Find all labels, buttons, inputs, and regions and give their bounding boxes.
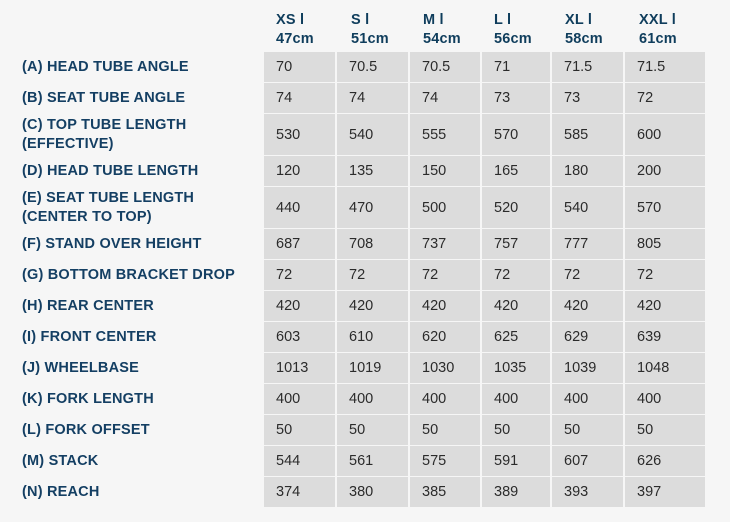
value-cell: 165 — [482, 156, 550, 186]
size-name: S l — [351, 12, 370, 28]
value-cell: 470 — [337, 187, 408, 228]
row-label-line: (CENTER TO TOP) — [22, 208, 152, 225]
size-cm: 61cm — [639, 31, 677, 47]
value-cell: 805 — [625, 229, 705, 259]
value-cell: 1013 — [264, 353, 335, 383]
value-cell: 1035 — [482, 353, 550, 383]
value-cell: 420 — [552, 291, 623, 321]
row-label-text — [22, 58, 189, 77]
value-cell: 200 — [625, 156, 705, 186]
value-cell: 440 — [264, 187, 335, 228]
value-cell: 72 — [410, 260, 480, 290]
value-cell: 570 — [625, 187, 705, 228]
row-label-line: (B) SEAT TUBE ANGLE — [22, 89, 186, 106]
row-label-text — [22, 89, 185, 108]
value-cell: 393 — [552, 477, 623, 507]
value-cell: 72 — [552, 260, 623, 290]
value-cell: 374 — [264, 477, 335, 507]
table-row — [0, 291, 730, 321]
row-label-line: (K) FORK LENGTH — [22, 390, 154, 407]
row-label-line: (C) TOP TUBE LENGTH — [22, 116, 187, 133]
value-cell: 400 — [482, 384, 550, 414]
value-cell: 72 — [482, 260, 550, 290]
table-row — [0, 477, 730, 507]
value-cell: 397 — [625, 477, 705, 507]
value-cell: 50 — [410, 415, 480, 445]
row-label-text — [22, 116, 186, 154]
value-cell: 70.5 — [337, 52, 408, 82]
table-row — [0, 322, 730, 352]
size-header-xs — [276, 11, 314, 49]
value-cell: 74 — [264, 83, 335, 113]
size-name: XXL l — [639, 12, 676, 28]
value-cell: 626 — [625, 446, 705, 476]
value-cell: 50 — [625, 415, 705, 445]
value-cell: 73 — [552, 83, 623, 113]
value-cell: 400 — [264, 384, 335, 414]
value-cell: 400 — [625, 384, 705, 414]
table-row — [0, 384, 730, 414]
value-cell: 620 — [410, 322, 480, 352]
table-row — [0, 229, 730, 259]
value-cell: 544 — [264, 446, 335, 476]
value-cell: 70 — [264, 52, 335, 82]
row-label-line: (F) STAND OVER HEIGHT — [22, 235, 202, 252]
size-cm: 58cm — [565, 31, 603, 47]
row-label — [22, 477, 100, 507]
value-cell: 530 — [264, 114, 335, 155]
value-cell: 70.5 — [410, 52, 480, 82]
value-cell: 708 — [337, 229, 408, 259]
row-label — [22, 52, 189, 82]
size-header-xxl — [639, 11, 677, 49]
row-label-line: (H) REAR CENTER — [22, 297, 154, 314]
size-cm: 51cm — [351, 31, 389, 47]
value-cell: 73 — [482, 83, 550, 113]
row-label-text — [22, 235, 202, 254]
value-cell: 629 — [552, 322, 623, 352]
value-cell: 74 — [410, 83, 480, 113]
size-header-l — [494, 11, 532, 49]
row-label — [22, 291, 154, 321]
value-cell: 74 — [337, 83, 408, 113]
row-label-text — [22, 390, 154, 409]
value-cell: 71 — [482, 52, 550, 82]
value-cell: 591 — [482, 446, 550, 476]
value-cell: 50 — [264, 415, 335, 445]
value-cell: 585 — [552, 114, 623, 155]
table-row — [0, 260, 730, 290]
value-cell: 639 — [625, 322, 705, 352]
row-label-text — [22, 359, 139, 378]
row-label — [22, 187, 194, 228]
value-cell: 737 — [410, 229, 480, 259]
value-cell: 389 — [482, 477, 550, 507]
table-row — [0, 114, 730, 155]
size-name: M l — [423, 12, 444, 28]
value-cell: 561 — [337, 446, 408, 476]
size-cm: 47cm — [276, 31, 314, 47]
size-header-xl — [565, 11, 603, 49]
size-cm: 54cm — [423, 31, 461, 47]
row-label — [22, 114, 186, 155]
size-header-m — [423, 11, 461, 49]
value-cell: 575 — [410, 446, 480, 476]
row-label-line: (L) FORK OFFSET — [22, 421, 150, 438]
size-header-row — [0, 0, 730, 52]
row-label-line: (G) BOTTOM BRACKET DROP — [22, 266, 235, 283]
value-cell: 610 — [337, 322, 408, 352]
value-cell: 777 — [552, 229, 623, 259]
value-cell: 500 — [410, 187, 480, 228]
value-cell: 1019 — [337, 353, 408, 383]
row-label-text — [22, 297, 154, 316]
row-label — [22, 415, 150, 445]
row-label-line: (J) WHEELBASE — [22, 359, 139, 376]
value-cell: 687 — [264, 229, 335, 259]
value-cell: 555 — [410, 114, 480, 155]
value-cell: 1048 — [625, 353, 705, 383]
table-row — [0, 446, 730, 476]
value-cell: 540 — [337, 114, 408, 155]
size-cm: 56cm — [494, 31, 532, 47]
value-cell: 600 — [625, 114, 705, 155]
value-cell: 72 — [625, 83, 705, 113]
value-cell: 420 — [410, 291, 480, 321]
row-label — [22, 156, 198, 186]
value-cell: 607 — [552, 446, 623, 476]
value-cell: 400 — [337, 384, 408, 414]
value-cell: 72 — [264, 260, 335, 290]
value-cell: 385 — [410, 477, 480, 507]
value-cell: 71.5 — [552, 52, 623, 82]
value-cell: 150 — [410, 156, 480, 186]
row-label-line: (D) HEAD TUBE LENGTH — [22, 162, 199, 179]
table-row — [0, 156, 730, 186]
value-cell: 420 — [482, 291, 550, 321]
size-name: L l — [494, 12, 512, 28]
row-label-text — [22, 452, 98, 471]
value-cell: 72 — [337, 260, 408, 290]
value-cell: 72 — [625, 260, 705, 290]
row-label — [22, 446, 98, 476]
value-cell: 400 — [410, 384, 480, 414]
row-label-line: (M) STACK — [22, 452, 99, 469]
row-label — [22, 384, 154, 414]
size-header-s — [351, 11, 389, 49]
value-cell: 420 — [337, 291, 408, 321]
value-cell: 603 — [264, 322, 335, 352]
value-cell: 1039 — [552, 353, 623, 383]
value-cell: 420 — [625, 291, 705, 321]
table-row — [0, 353, 730, 383]
value-cell: 50 — [552, 415, 623, 445]
row-label-text — [22, 483, 100, 502]
size-name: XL l — [565, 12, 593, 28]
row-label-line: (A) HEAD TUBE ANGLE — [22, 58, 189, 75]
value-cell: 520 — [482, 187, 550, 228]
row-label-line: (E) SEAT TUBE LENGTH — [22, 189, 195, 206]
row-label-line: (N) REACH — [22, 483, 100, 500]
table-row — [0, 52, 730, 82]
row-label — [22, 322, 157, 352]
table-row — [0, 187, 730, 228]
value-cell: 757 — [482, 229, 550, 259]
row-label-text — [22, 266, 235, 285]
value-cell: 380 — [337, 477, 408, 507]
row-label — [22, 353, 139, 383]
table-row — [0, 83, 730, 113]
value-cell: 1030 — [410, 353, 480, 383]
value-cell: 71.5 — [625, 52, 705, 82]
row-label — [22, 260, 235, 290]
value-cell: 50 — [482, 415, 550, 445]
row-label-line: (EFFECTIVE) — [22, 135, 114, 152]
row-label-text — [22, 189, 194, 227]
value-cell: 420 — [264, 291, 335, 321]
row-label-text — [22, 328, 157, 347]
value-cell: 540 — [552, 187, 623, 228]
row-label-line: (I) FRONT CENTER — [22, 328, 157, 345]
row-label — [22, 83, 185, 113]
value-cell: 120 — [264, 156, 335, 186]
table-row — [0, 415, 730, 445]
value-cell: 400 — [552, 384, 623, 414]
value-cell: 625 — [482, 322, 550, 352]
row-label-text — [22, 421, 150, 440]
size-name: XS l — [276, 12, 305, 28]
row-label — [22, 229, 202, 259]
value-cell: 570 — [482, 114, 550, 155]
row-label-text — [22, 162, 198, 181]
value-cell: 180 — [552, 156, 623, 186]
value-cell: 50 — [337, 415, 408, 445]
value-cell: 135 — [337, 156, 408, 186]
